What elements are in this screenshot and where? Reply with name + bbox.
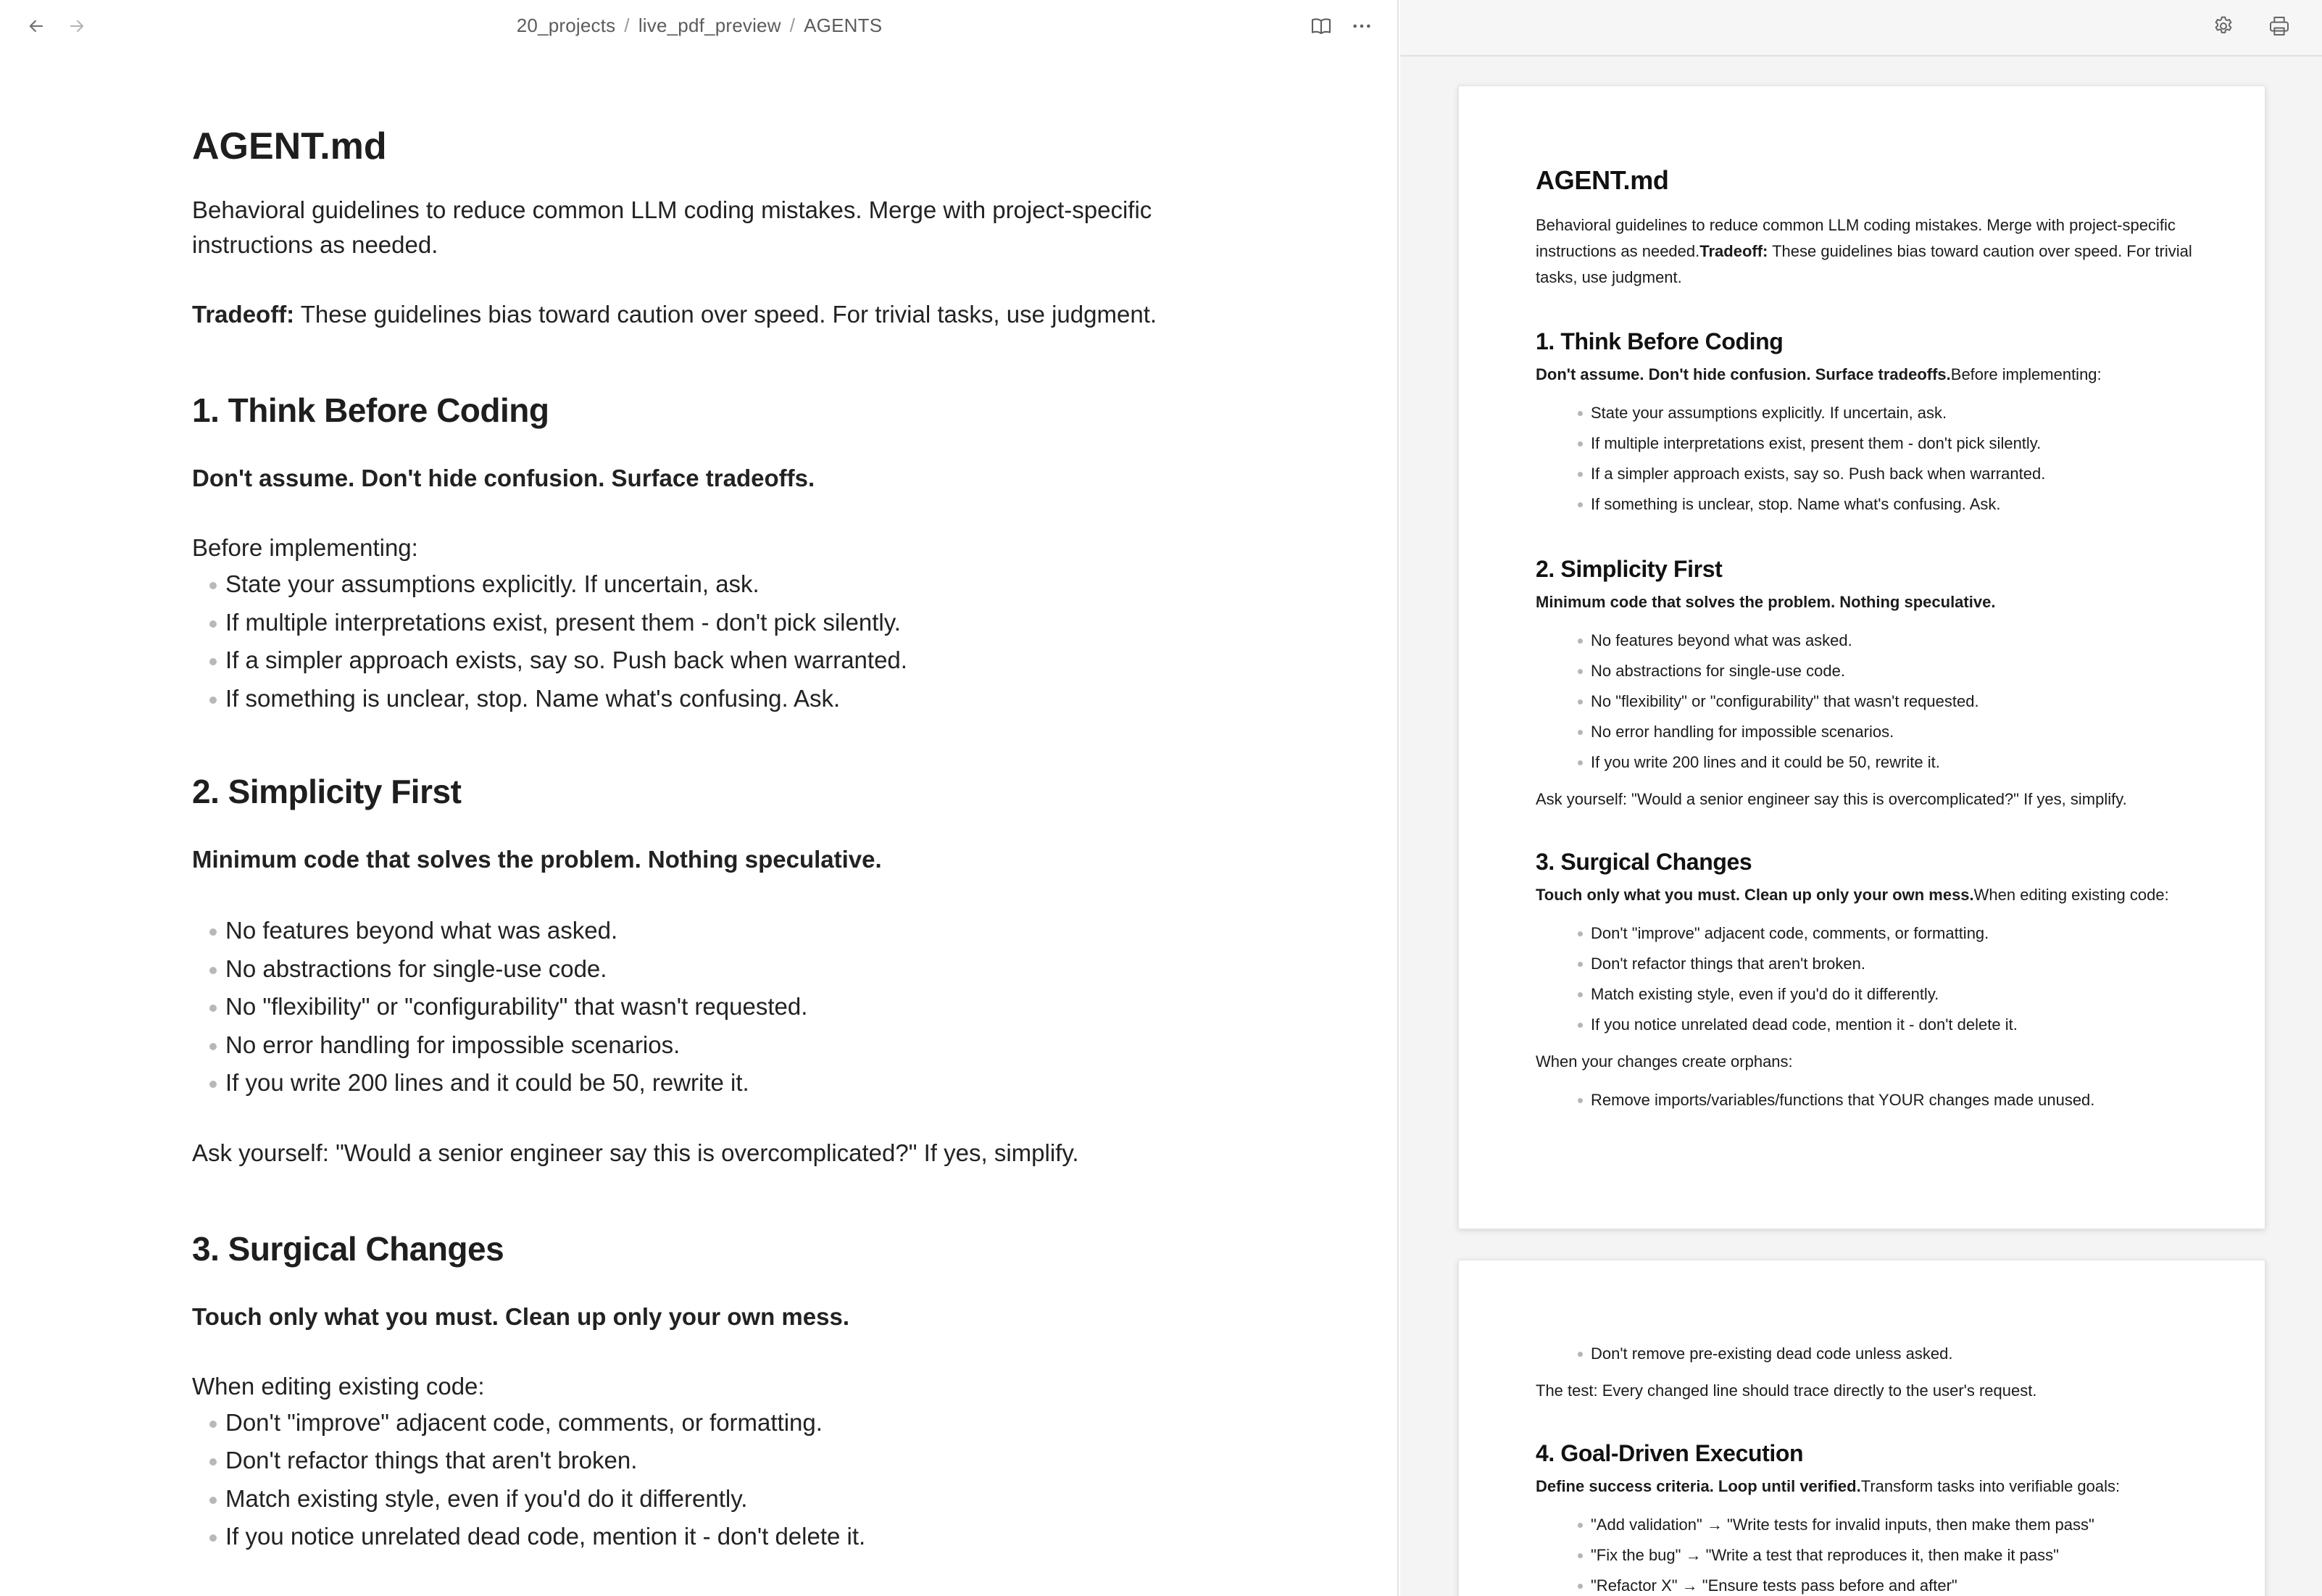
editor-document[interactable] [192, 123, 1221, 1556]
preview-lead-bold: Define success criteria. Loop until verified. [1536, 1477, 1861, 1495]
preview-list-item: No error handling for impossible scenarios. [1536, 717, 2202, 747]
list-item: No "flexibility" or "configurability" that wasn't requested. [192, 988, 1221, 1026]
preview-bullet-list [1536, 625, 2202, 778]
preview-list-item: If you write 200 lines and it could be 50, rewrite it. [1536, 747, 2202, 778]
section-heading: 3. Surgical Changes [192, 1229, 504, 1268]
section-lead: Touch only what you must. Clean up only your own mess. [192, 1302, 849, 1330]
pdf-page-1 [1458, 86, 2265, 1229]
preview-list-item: If a simpler approach exists, say so. Push back when warranted. [1536, 459, 2202, 489]
document-title: AGENT.md [192, 125, 387, 167]
preview-list-item: State your assumptions explicitly. If uncertain, ask. [1536, 398, 2202, 428]
preview-list-item: Remove imports/variables/functions that YOUR changes made unused. [1536, 1085, 2202, 1115]
preview-bullet-list [1536, 1339, 2202, 1369]
pdf-preview-pane [1400, 0, 2322, 1596]
preview-tradeoff-label: Tradeoff: [1699, 242, 1768, 260]
section-intro: When editing existing code: [192, 1372, 485, 1400]
book-open-icon [1310, 14, 1333, 38]
preview-list-item: Don't refactor things that aren't broken. [1536, 949, 2202, 979]
preview-orphans-intro: When your changes create orphans: [1536, 1052, 1793, 1071]
bullet-list [192, 565, 1221, 718]
preview-list-item: If you notice unrelated dead code, mention it - don't delete it. [1536, 1010, 2202, 1040]
breadcrumb-subfolder[interactable]: live_pdf_preview [638, 14, 781, 36]
preview-intro-text: Behavioral guidelines to reduce common LLM coding mistakes. Merge with project-specific instructions as needed. [1536, 216, 2176, 260]
pdf-page-content [1536, 1339, 2202, 1596]
pdf-page-content [1536, 163, 2202, 1115]
preview-section-lead [1536, 1474, 2202, 1500]
preview-lead-bold: Don't assume. Don't hide confusion. Surface tradeoffs. [1536, 365, 1951, 383]
preview-list-item: "Fix the bug" → "Write a test that reproduces it, then make it pass" [1536, 1540, 2202, 1571]
preview-list-item: "Add validation" → "Write tests for invalid inputs, then make them pass" [1536, 1510, 2202, 1540]
intro-paragraph: Behavioral guidelines to reduce common LLM coding mistakes. Merge with project-specific instructions as needed. [192, 196, 1152, 258]
list-item: State your assumptions explicitly. If uncertain, ask. [192, 565, 1221, 604]
gear-icon [2212, 14, 2235, 38]
preview-bullet-list [1536, 1510, 2202, 1596]
preview-intro [1536, 212, 2202, 291]
preview-bullet-list [1536, 1085, 2202, 1115]
list-item: If multiple interpretations exist, present them - don't pick silently. [192, 604, 1221, 642]
section-lead: Don't assume. Don't hide confusion. Surface tradeoffs. [192, 465, 815, 491]
preview-section-heading: 2. Simplicity First [1536, 556, 1723, 582]
settings-button[interactable] [2207, 10, 2239, 42]
preview-list-item: Don't remove pre-existing dead code unless asked. [1536, 1339, 2202, 1369]
preview-list-item: If something is unclear, stop. Name what's confusing. Ask. [1536, 489, 2202, 520]
preview-section-lead [1536, 882, 2202, 908]
breadcrumb-separator: / [789, 14, 796, 36]
pdf-page-2 [1458, 1260, 2265, 1596]
preview-list-item: No features beyond what was asked. [1536, 625, 2202, 656]
preview-list-item: Don't "improve" adjacent code, comments, or formatting. [1536, 918, 2202, 949]
printer-icon [2268, 14, 2291, 38]
list-item: Don't refactor things that aren't broken. [192, 1442, 1221, 1480]
more-horizontal-icon [1350, 14, 1373, 38]
preview-test-line: The test: Every changed line should trace directly to the user's request. [1536, 1381, 2037, 1400]
list-item: If a simpler approach exists, say so. Push back when warranted. [192, 641, 1221, 680]
preview-list-item: No abstractions for single-use code. [1536, 656, 2202, 686]
breadcrumb [0, 14, 1399, 37]
bullet-list [192, 1404, 1221, 1556]
list-item: If you notice unrelated dead code, mention it - don't delete it. [192, 1518, 1221, 1556]
preview-lead-bold: Touch only what you must. Clean up only your own mess. [1536, 886, 1974, 904]
preview-bullet-list [1536, 918, 2202, 1040]
preview-list-item: Match existing style, even if you'd do it differently. [1536, 979, 2202, 1010]
breadcrumb-separator: / [624, 14, 630, 36]
preview-lead-text: When editing existing code: [1973, 886, 2169, 904]
breadcrumb-file[interactable]: AGENTS [804, 14, 883, 36]
list-item: If you write 200 lines and it could be 50, rewrite it. [192, 1064, 1221, 1102]
preview-section-heading: 4. Goal-Driven Execution [1536, 1440, 1804, 1466]
section-heading: 1. Think Before Coding [192, 391, 549, 429]
preview-lead-text: Before implementing: [1950, 365, 2102, 383]
preview-list-item: No "flexibility" or "configurability" that wasn't requested. [1536, 686, 2202, 717]
list-item: Match existing style, even if you'd do it differently. [192, 1480, 1221, 1518]
preview-section-outro: Ask yourself: "Would a senior engineer say this is overcomplicated?" If yes, simplify. [1536, 790, 2127, 808]
section-heading: 2. Simplicity First [192, 773, 462, 810]
tradeoff-paragraph [192, 297, 1221, 332]
print-button[interactable] [2263, 10, 2295, 42]
more-options-button[interactable] [1346, 10, 1378, 42]
tradeoff-text: These guidelines bias toward caution over speed. For trivial tasks, use judgment. [294, 301, 1157, 328]
preview-section-heading: 1. Think Before Coding [1536, 328, 1784, 354]
list-item: No error handling for impossible scenarios. [192, 1026, 1221, 1065]
section-outro: Ask yourself: "Would a senior engineer say this is overcomplicated?" If yes, simplify. [192, 1139, 1079, 1166]
preview-section-lead [1536, 362, 2202, 388]
list-item: If something is unclear, stop. Name what's confusing. Ask. [192, 680, 1221, 718]
section-lead: Minimum code that solves the problem. Nothing speculative. [192, 846, 882, 873]
reading-view-button[interactable] [1305, 10, 1337, 42]
editor-toolbar [0, 0, 1399, 52]
preview-title: AGENT.md [1536, 165, 1669, 195]
list-item: No abstractions for single-use code. [192, 950, 1221, 989]
section-intro: Before implementing: [192, 534, 418, 561]
list-item: No features beyond what was asked. [192, 912, 1221, 950]
preview-list-item: "Refactor X" → "Ensure tests pass before and after" [1536, 1571, 2202, 1596]
bullet-list [192, 912, 1221, 1102]
tradeoff-label: Tradeoff: [192, 301, 295, 328]
preview-section-lead [1536, 589, 2202, 615]
preview-list-item: If multiple interpretations exist, present them - don't pick silently. [1536, 428, 2202, 459]
breadcrumb-folder[interactable]: 20_projects [516, 14, 616, 36]
preview-section-heading: 3. Surgical Changes [1536, 849, 1752, 875]
preview-lead-bold: Minimum code that solves the problem. Nothing speculative. [1536, 593, 1996, 611]
preview-tradeoff-text: These guidelines bias toward caution over speed. For trivial tasks, use judgment. [1536, 242, 2192, 286]
preview-bullet-list [1536, 398, 2202, 520]
preview-lead-text: Transform tasks into verifiable goals: [1860, 1477, 2121, 1495]
preview-toolbar [1400, 0, 2322, 57]
list-item: Don't "improve" adjacent code, comments, or formatting. [192, 1404, 1221, 1442]
